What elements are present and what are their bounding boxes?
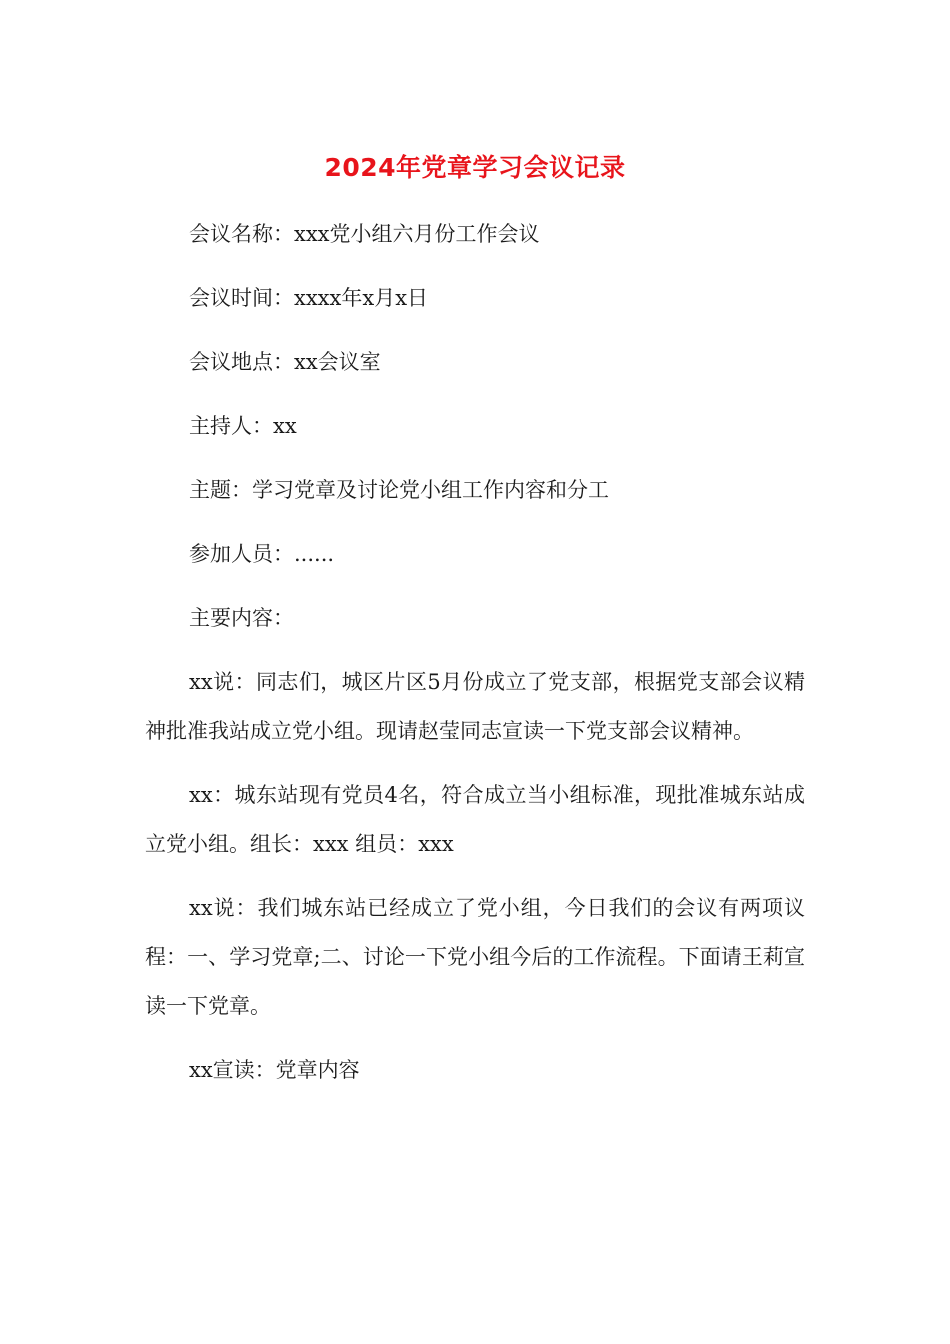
meeting-topic: 主题：学习党章及讨论党小组工作内容和分工: [189, 478, 609, 502]
document-title: 2024年党章学习会议记录: [324, 153, 626, 182]
content-paragraph: xx说：我们城东站已经成立了党小组，今日我们的会议有两项议程：一、学习党章;二、讨论一下党小组今后的工作流程。下面请王莉宣读一下党章。: [145, 896, 805, 1018]
meeting-host: 主持人：xx: [189, 414, 297, 438]
content-paragraph: xx：城东站现有党员4名，符合成立当小组标准，现批准城东站成立党小组。组长：xxx 组员：xxx: [145, 783, 805, 856]
meeting-time: 会议时间：xxxx年x月x日: [189, 286, 429, 310]
document-body: [145, 210, 805, 1110]
main-content-heading: 主要内容：: [189, 606, 294, 630]
content-paragraph: xx宣读：党章内容: [189, 1058, 360, 1082]
content-paragraph: xx说：同志们，城区片区5月份成立了党支部，根据党支部会议精神批准我站成立党小组。现请赵莹同志宣读一下党支部会议精神。: [145, 670, 805, 743]
meeting-name: 会议名称：xxx党小组六月份工作会议: [189, 222, 540, 246]
meeting-location: 会议地点：xx会议室: [189, 350, 381, 374]
meeting-attendees: 参加人员：......: [189, 542, 335, 566]
